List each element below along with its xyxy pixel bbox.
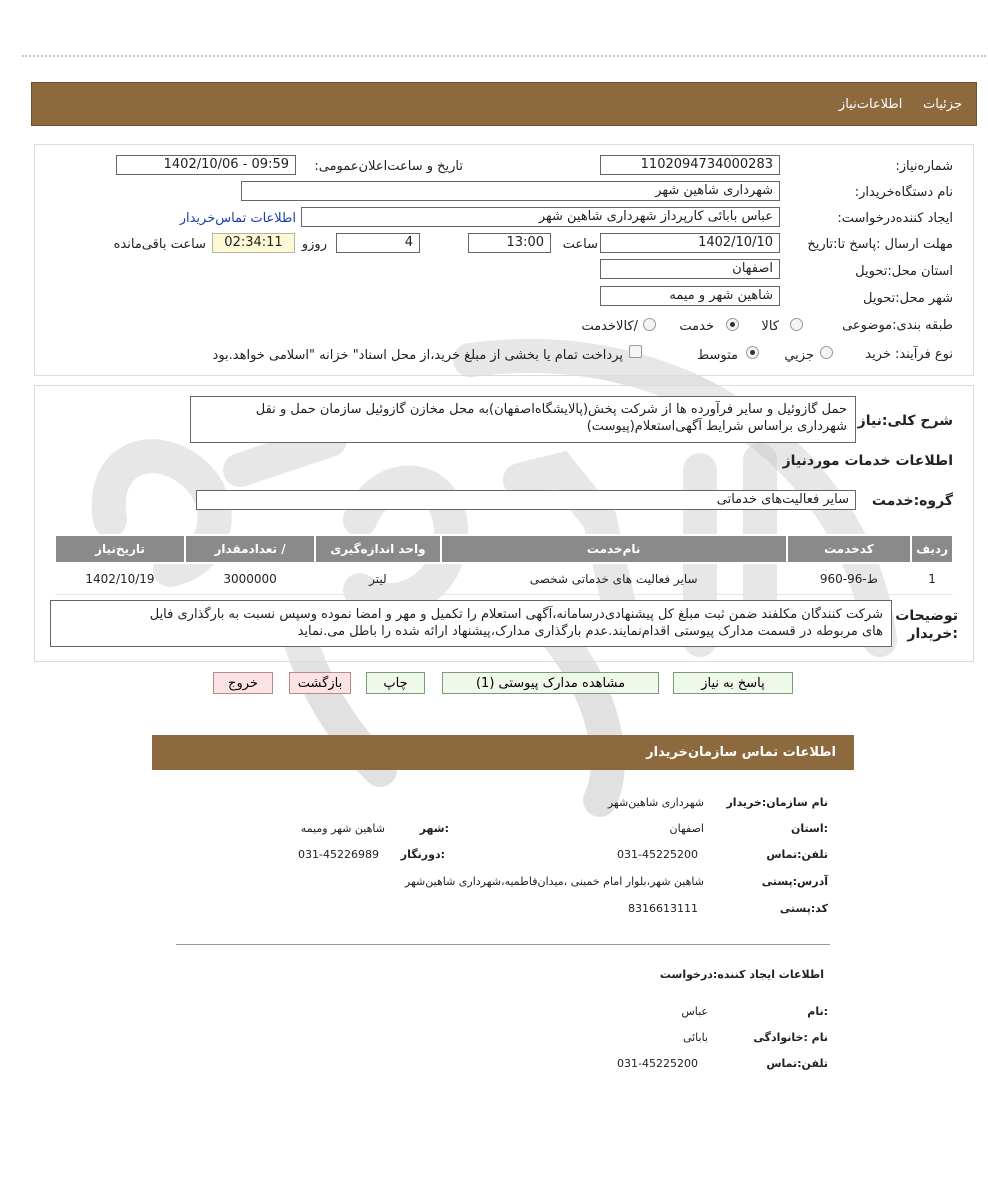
- city-label: شهر محل:تحویل: [863, 291, 953, 306]
- creator-field: عباس بابائی کارپرداز شهرداری شاهین شهر: [301, 207, 780, 227]
- requester-name-value: عباس: [681, 1005, 708, 1018]
- contact-fax-value: 031-45226989: [298, 848, 379, 861]
- cell-quantity: 3000000: [185, 563, 315, 595]
- cell-row-number: 1: [911, 563, 953, 595]
- buyer-field: شهرداری شاهین شهر: [241, 181, 780, 201]
- service-group-field: سایر فعالیت‌های خدماتی: [196, 490, 856, 510]
- buyer-notes-line-2: های مربوطه در قسمت مدارک پیوستی اقدام‌نمایند.عدم بارگذاری مدارک،پیشنهاد ارائه شده را باطل می.نماید: [297, 624, 883, 639]
- col-service-name: نام‌خدمت: [441, 535, 787, 563]
- category-service-label: خدمت: [679, 319, 714, 334]
- col-quantity: / تعدادمقدار: [185, 535, 315, 563]
- buyer-notes-label-2: :خریدار: [907, 626, 958, 642]
- requester-phone-value: 031-45225200: [617, 1057, 698, 1070]
- col-service-code: کدخدمت: [787, 535, 912, 563]
- tab-details[interactable]: جزئیات: [923, 97, 962, 112]
- contact-phone-value: 031-45225200: [617, 848, 698, 861]
- need-number-field: 1102094734000283: [600, 155, 780, 175]
- contact-city-value: شاهین شهر ومیمه: [300, 822, 385, 835]
- deadline-date-field: 1402/10/10: [600, 233, 780, 253]
- category-goods-label: کالا: [761, 319, 779, 334]
- process-minor-radio[interactable]: [820, 346, 833, 359]
- col-need-date: تاریخ‌نیاز: [55, 535, 185, 563]
- buyer-notes-line-1: شرکت کنندگان مکلفند ضمن ثبت مبلغ کل پیشنهادی‌درسامانه،آگهی استعلام را تکمیل و مهر و امضا نموده وسپس نسبت به بارگذاری فایل: [149, 607, 883, 622]
- org-label: نام سازمان:خریدار: [726, 796, 828, 809]
- summary-line-1: حمل گازوئیل و سایر فرآورده ها از شرکت پخش(پالایشگاه‌اصفهان)به محل مخازن گازوئیل سازمان حمل و نقل: [255, 402, 847, 417]
- summary-line-2: شهرداری براساس شرایط آگهی‌استعلام(پیوست): [586, 419, 847, 434]
- org-value: شهرداری شاهین‌شهر: [607, 796, 704, 809]
- requester-phone-label: تلفن:تماس: [766, 1057, 828, 1070]
- announce-field: 1402/10/06 - 09:59: [116, 155, 296, 175]
- category-goods-service-radio[interactable]: [643, 318, 656, 331]
- header-bar: [31, 82, 977, 126]
- contact-phone-label: تلفن:تماس: [766, 848, 828, 861]
- cell-service-name: سایر فعالیت های خدماتی شخصی: [441, 563, 787, 595]
- summary-box: [190, 396, 856, 443]
- contact-postal-label: کد:پستی: [779, 902, 828, 915]
- col-row-number: ردیف: [911, 535, 953, 563]
- contact-section-title: اطلاعات تماس سازمان‌خریدار: [646, 745, 836, 760]
- buyer-label: نام دستگاه‌خریدار:: [854, 185, 953, 200]
- contact-city-label: :شهر: [419, 822, 449, 835]
- process-label: نوع فرآیند: خرید: [865, 347, 953, 362]
- process-minor-label: جزیي: [784, 348, 814, 363]
- category-goods-service-label: /کالاخدمت: [581, 319, 638, 334]
- cell-service-code: ط-96-960: [787, 563, 912, 595]
- city-field: شاهین شهر و میمه: [600, 286, 780, 306]
- buyer-notes-label-1: توضیحات: [895, 608, 958, 624]
- process-medium-label: متوسط: [697, 348, 738, 363]
- deadline-hour-label: ساعت: [562, 237, 598, 252]
- services-table: [54, 534, 954, 595]
- category-service-radio[interactable]: [726, 318, 739, 331]
- days-field: 4: [336, 233, 420, 253]
- treasury-payment-checkbox[interactable]: [629, 345, 642, 358]
- service-group-label: گروه:خدمت: [871, 493, 953, 509]
- buyer-contact-link[interactable]: اطلاعات تماس‌خریدار: [179, 211, 296, 226]
- tab-need-info[interactable]: اطلاعات‌نیاز: [838, 97, 903, 112]
- treasury-payment-note: پرداخت تمام یا بخشی از مبلغ خرید،از محل اسناد" خزانه "اسلامی خواهد.بود: [212, 348, 623, 363]
- requester-family-value: بابائی: [682, 1031, 708, 1044]
- cell-need-date: 1402/10/19: [55, 563, 185, 595]
- contact-section-bar: [152, 735, 854, 770]
- need-info-panel: [34, 144, 974, 376]
- requester-family-label: نام :خانوادگی: [753, 1031, 828, 1044]
- back-button[interactable]: بازگشت: [289, 672, 351, 694]
- services-table-header: [55, 535, 953, 563]
- announce-label: تاریخ و ساعت‌اعلان‌عمومی:: [314, 159, 463, 174]
- contact-postal-value: 8316613111: [628, 902, 698, 915]
- summary-label: شرح کلی:نیاز: [857, 413, 953, 429]
- contact-address-value: شاهین شهر،بلوار امام خمینی ،میدان‌فاطمیه،شهرداری شاهین‌شهر: [404, 875, 704, 888]
- category-goods-radio[interactable]: [790, 318, 803, 331]
- top-dotted-divider: [22, 55, 986, 57]
- cell-unit: لیتر: [315, 563, 441, 595]
- exit-button[interactable]: خروج: [213, 672, 273, 694]
- contact-province-value: اصفهان: [669, 822, 704, 835]
- print-button[interactable]: چاپ: [366, 672, 425, 694]
- contact-address-label: آدرس:پستی: [761, 875, 828, 888]
- header-tabs: [839, 97, 962, 112]
- view-attachments-button[interactable]: مشاهده مدارک پیوستی (1): [442, 672, 659, 694]
- creator-label: ایجاد کننده‌درخواست:: [837, 211, 953, 226]
- section-divider: [176, 944, 830, 945]
- reply-button[interactable]: پاسخ به نیاز: [673, 672, 793, 694]
- days-label: روزو: [301, 237, 327, 252]
- remaining-label: ساعت باقی‌مانده: [113, 237, 206, 252]
- services-title: اطلاعات خدمات موردنیاز: [782, 453, 953, 469]
- province-label: استان محل:تحویل: [855, 264, 953, 279]
- remaining-time: 02:34:11: [212, 233, 295, 253]
- contact-fax-label: :دورنگار: [400, 848, 445, 861]
- category-label: طبقه بندی:موضوعی: [842, 318, 953, 333]
- province-field: اصفهان: [600, 259, 780, 279]
- buyer-notes-box: [50, 600, 892, 647]
- process-medium-radio[interactable]: [746, 346, 759, 359]
- need-number-label: شماره‌نیاز:: [895, 159, 953, 174]
- contact-province-label: :استان: [791, 822, 828, 835]
- requester-name-label: :نام: [807, 1005, 828, 1018]
- table-row: [55, 563, 953, 595]
- deadline-time-field: 13:00: [468, 233, 551, 253]
- deadline-label: مهلت ارسال :پاسخ تا:تاریخ: [807, 237, 953, 252]
- col-unit: واحد اندازه‌گیری: [315, 535, 441, 563]
- requester-section-title: اطلاعات ایجاد کننده:درخواست: [659, 968, 824, 981]
